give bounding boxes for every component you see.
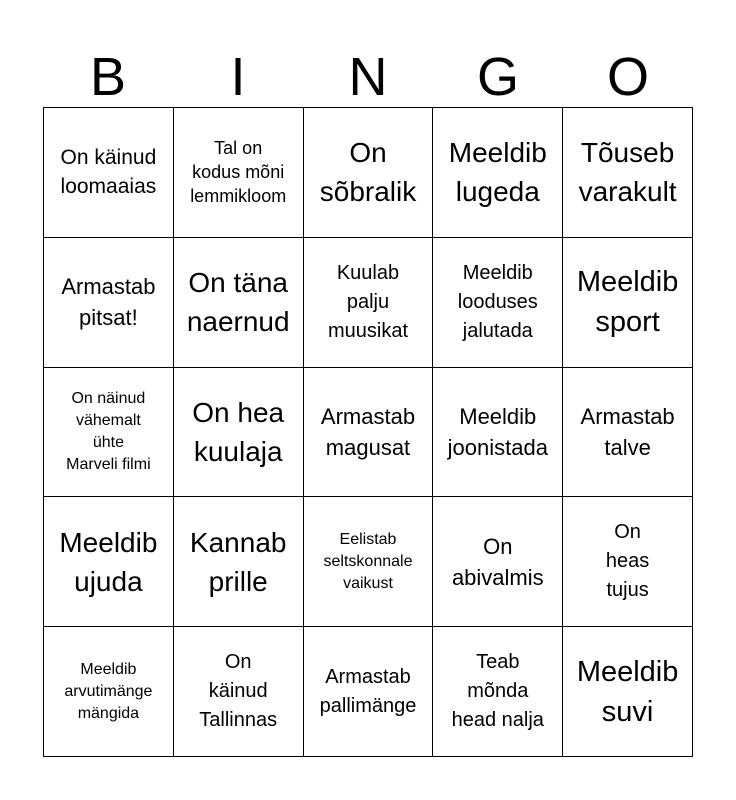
bingo-cell[interactable] xyxy=(563,497,693,627)
cell-text: Teab mõnda head nalja xyxy=(451,651,544,732)
cell-text: On abivalmis xyxy=(451,533,544,590)
cell-text: Tal on kodus mõni lemmikloom xyxy=(190,138,287,207)
bingo-cell[interactable] xyxy=(563,627,693,757)
cell-text: Meeldib sport xyxy=(576,266,679,339)
cell-text: Armastab magusat xyxy=(320,403,416,460)
header-letter-b: B xyxy=(89,47,127,107)
cell-text: On käinud loomaaias xyxy=(60,146,157,199)
header-letter-g: G xyxy=(476,47,519,107)
bingo-cell[interactable] xyxy=(563,368,693,498)
bingo-cell[interactable] xyxy=(174,368,304,498)
bingo-cell[interactable] xyxy=(563,108,693,238)
cell-text: On täna naernud xyxy=(186,267,290,338)
header-letter-n: N xyxy=(348,47,388,107)
cell-text: Armastab pitsat! xyxy=(61,274,156,331)
bingo-header xyxy=(43,46,693,108)
bingo-cell[interactable] xyxy=(174,627,304,757)
cell-text: On sõbralik xyxy=(319,137,417,208)
bingo-cell[interactable] xyxy=(44,497,174,627)
cell-text: Meeldib looduses jalutada xyxy=(457,261,538,342)
bingo-cell[interactable] xyxy=(44,238,174,368)
cell-text: Kuulab palju muusikat xyxy=(327,261,408,342)
bingo-cell[interactable] xyxy=(174,108,304,238)
bingo-cell[interactable] xyxy=(304,108,434,238)
cell-text: On heas tujus xyxy=(605,521,650,602)
bingo-cell[interactable] xyxy=(433,497,563,627)
cell-text: Eelistab seltskonnale vaikust xyxy=(323,530,413,592)
bingo-cell[interactable] xyxy=(304,368,434,498)
bingo-cell[interactable] xyxy=(304,627,434,757)
header-letter-o: O xyxy=(606,47,649,107)
cell-text: Meeldib suvi xyxy=(576,655,679,728)
bingo-cell[interactable] xyxy=(304,238,434,368)
bingo-cell[interactable] xyxy=(563,238,693,368)
bingo-cell[interactable] xyxy=(433,368,563,498)
cell-text: Armastab talve xyxy=(580,403,675,460)
cell-text: Meeldib arvutimänge mängida xyxy=(64,660,153,722)
bingo-cell[interactable] xyxy=(174,238,304,368)
cell-text: Meeldib joonistada xyxy=(447,403,548,460)
bingo-cell[interactable] xyxy=(433,238,563,368)
bingo-cell[interactable] xyxy=(174,497,304,627)
cell-text: On käinud Tallinnas xyxy=(199,651,278,732)
cell-text: Armastab pallimänge xyxy=(319,665,417,717)
cell-text: Meeldib ujuda xyxy=(59,526,158,597)
bingo-cell[interactable] xyxy=(44,368,174,498)
cell-text: On näinud vähemalt ühte Marveli filmi xyxy=(66,389,151,473)
bingo-cell[interactable] xyxy=(433,108,563,238)
cell-text: Tõuseb varakult xyxy=(578,137,677,208)
bingo-cell[interactable] xyxy=(44,627,174,757)
cell-text: Meeldib lugeda xyxy=(448,137,547,208)
cell-text: Kannab prille xyxy=(189,526,287,597)
header-letter-i: I xyxy=(230,47,246,107)
bingo-cell[interactable] xyxy=(44,108,174,238)
bingo-grid xyxy=(43,107,693,757)
bingo-cell[interactable] xyxy=(433,627,563,757)
bingo-cell[interactable] xyxy=(304,497,434,627)
cell-text: On hea kuulaja xyxy=(192,396,285,467)
